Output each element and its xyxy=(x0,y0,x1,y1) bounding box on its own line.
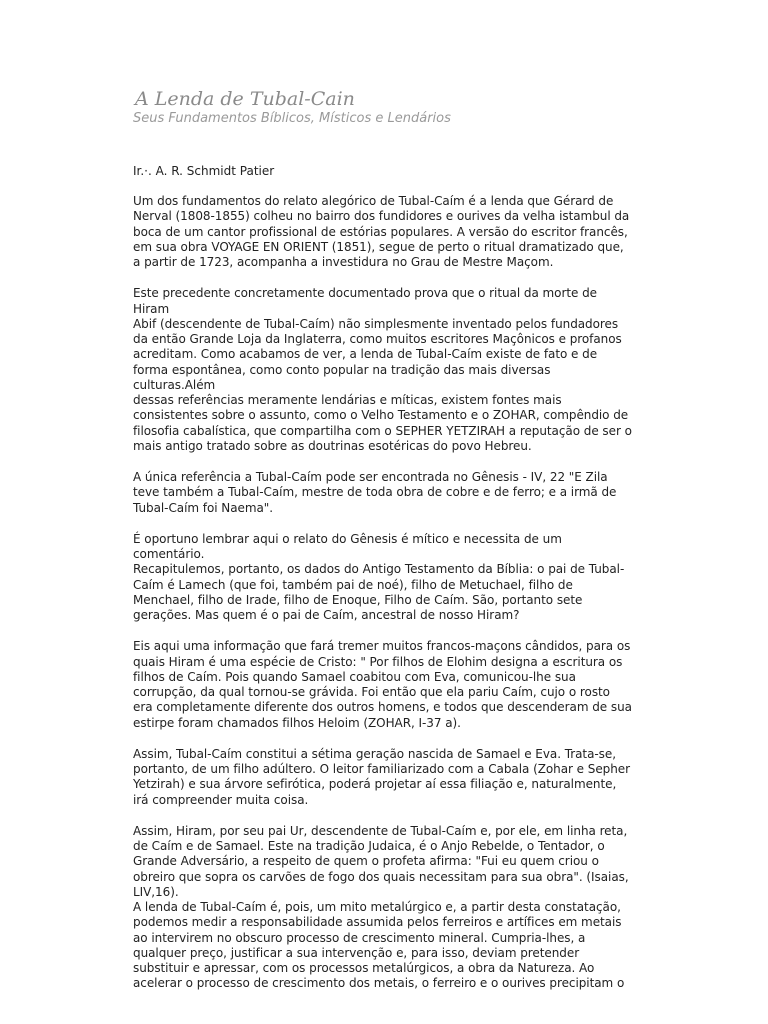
paragraph: É oportuno lembrar aqui o relato do Gênesis é mítico e necessita de um comentário. Recapitulemos, portanto, os dados do Antigo Testamento da Bíblia: o pai de Tubal- Caím é Lamech (que foi, também pai de noé), filho de Metuchael, filho de Menchael, filho de Irade, filho de Enoque, Filho de Caím. São, portanto sete gerações. Mas quem é o pai de Caím, ancestral de nosso Hiram? xyxy=(133,531,625,622)
paragraph: A lenda de Tubal-Caím é, pois, um mito metalúrgico e, a partir desta constatação, podemos medir a responsabilidade assumida pelos ferreiros e artífices em metais ao intervirem no obscuro processo de crescimento mineral. Cumpria-lhes, a qualquer preço, justificar a sua intervenção e, para isso, deviam pretender substituir e apressar, com os processos metalúrgicos, a obra da Natureza. Ao acelerar o processo de crescimento dos metais, o ferreiro e o ourives precipitam o xyxy=(133,900,625,991)
document-page xyxy=(133,88,633,991)
paragraph: Um dos fundamentos do relato alegórico de Tubal-Caím é a lenda que Gérard de Nerval (1808-1855) colheu no bairro dos fundidores e ourives da velha istambul da boca de um cantor profissional de estórias populares. A versão do escritor francês, em sua obra VOYAGE EN ORIENT (1851), segue de perto o ritual dramatizado que, a partir de 1723, acompanha a investidura no Grau de Mestre Maçom. xyxy=(133,194,630,269)
paragraph: Eis aqui uma informação que fará tremer muitos francos-maçons cândidos, para os quais Hiram é uma espécie de Cristo: " Por filhos de Elohim designa a escritura os filhos de Caím. Pois quando Samael coabitou com Eva, comunicou-lhe sua corrupção, da qual tornou-se grávida. Foi então que ela pariu Caím, cujo o rosto era completamente diferente dos outros homens, e todos que descenderam de sua estirpe foram chamados filhos Heloim (ZOHAR, I-37 a). xyxy=(133,639,632,730)
author-line: Ir.·. A. R. Schmidt Patier xyxy=(133,164,275,178)
document-title: A Lenda de Tubal-Cain xyxy=(135,88,355,110)
paragraph: A única referência a Tubal-Caím pode ser encontrada no Gênesis - IV, 22 "E Zila teve também a Tubal-Caím, mestre de toda obra de cobre e de ferro; e a irmã de Tubal-Caím foi Naema". xyxy=(133,470,617,515)
document-body xyxy=(133,194,633,992)
paragraph: Este precedente concretamente documentado prova que o ritual da morte de Hiram Abif (descendente de Tubal-Caím) não simplesmente inventado pelos fundadores da então Grande Loja da Inglaterra, como muitos escritores Maçônicos e profanos acreditam. Como acabamos de ver, a lenda de Tubal-Caím existe de fato e de forma espontânea, como conto popular na tradição das mais diversas culturas.Além dessas referências meramente lendárias e míticas, existem fontes mais consistentes sobre o assunto, como o Velho Testamento e o ZOHAR, compêndio de filosofia cabalística, que compartilha com o SEPHER YETZIRAH a reputação de ser o mais antigo tratado sobre as doutrinas esotéricas do povo Hebreu. xyxy=(133,286,632,453)
document-subtitle: Seus Fundamentos Bíblicos, Místicos e Lendários xyxy=(133,111,451,126)
paragraph: Assim, Tubal-Caím constitui a sétima geração nascida de Samael e Eva. Trata-se, portanto, de um filho adúltero. O leitor familiarizado com a Cabala (Zohar e Sepher Yetzirah) e sua árvore sefirótica, poderá projetar aí essa filiação e, naturalmente, irá compreender muita coisa. xyxy=(133,746,631,807)
paragraph: Assim, Hiram, por seu pai Ur, descendente de Tubal-Caím e, por ele, em linha reta, de Caím e de Samael. Este na tradição Judaica, é o Anjo Rebelde, o Tentador, o Grande Adversário, a respeito de quem o profeta afirma: "Fui eu quem criou o obreiro que sopra os carvões de fogo dos quais necessitam para sua obra". (Isaias, LIV,16). xyxy=(133,823,629,899)
